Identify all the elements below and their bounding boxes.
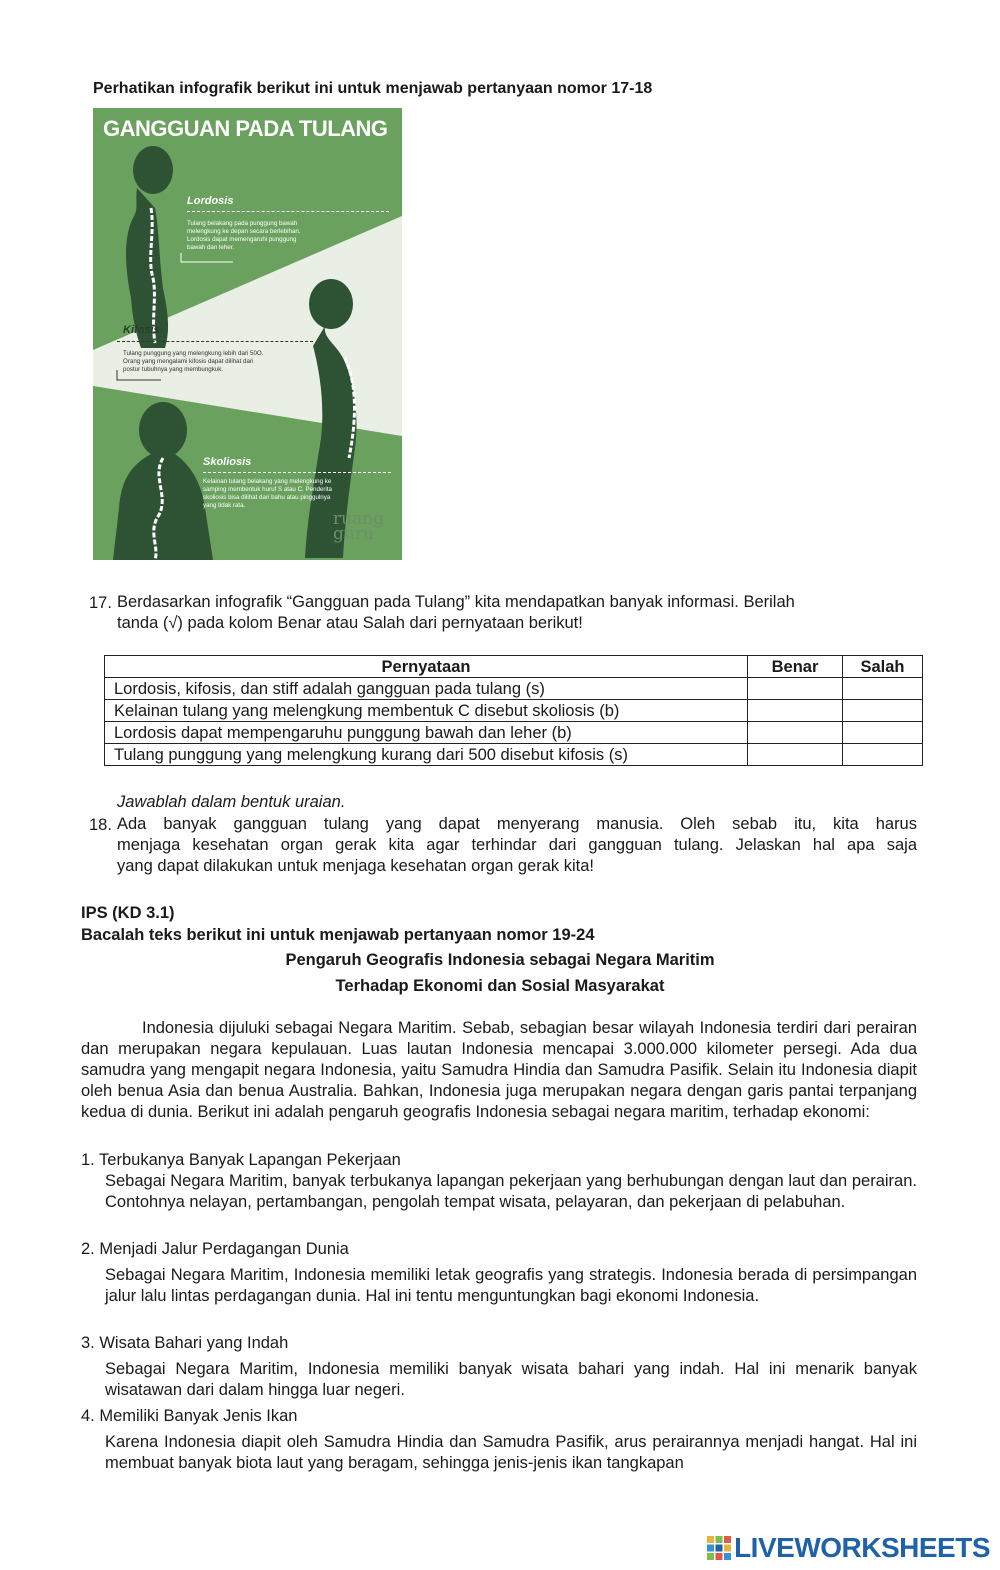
table-row [105,700,923,722]
table-row [105,678,923,700]
header-false: Salah [843,656,923,678]
kifosis-heading: Kifosis [123,324,160,336]
statement-cell: Tulang punggung yang melengkung kurang dari 500 disebut kifosis (s) [105,744,748,766]
skoliosis-heading: Skoliosis [203,456,252,468]
bone-disorder-infographic [93,108,402,560]
item-3-heading: 3. Wisata Bahari yang Indah [81,1334,289,1352]
table-row [105,722,923,744]
lordosis-text: Tulang belakang pada punggung bawah melengkung ke depan secara berlebihan. Lordosis dapat memengaruhi punggung bawah dan leher. [187,220,301,251]
table-header-row [105,656,923,678]
item-4-heading: 4. Memiliki Banyak Jenis Ikan [81,1407,298,1425]
item-4-body: Karena Indonesia diapit oleh Samudra Hindia dan Samudra Pasifik, arus perairannya menjadi hangat. Hal ini membuat banyak biota laut yang beragam, sehingga jenis-jenis ikan tangkapan [105,1433,917,1472]
false-answer-cell[interactable] [843,722,923,744]
false-answer-cell[interactable] [843,744,923,766]
skoliosis-divider [203,472,391,473]
liveworksheets-footer[interactable] [707,1532,990,1564]
statement-cell: Lordosis, kifosis, dan stiff adalah gangguan pada tulang (s) [105,678,748,700]
false-answer-cell[interactable] [843,678,923,700]
essay-instruction: Jawablah dalam bentuk uraian. [117,793,346,811]
article-intro: Indonesia dijuluki sebagai Negara Maritim. Sebab, sebagian besar wilayah Indonesia terdiri dari perairan dan merupakan negara kepulauan. Luas lautan Indonesia mencapai 3.000.000 kilometer persegi. Ada dua samudra yang mengapit negara Indonesia, yaitu Samudra Hindia dan Samudra Pasifik. Selain itu Indonesia diapit oleh benua Asia dan benua Australia. Bahkan, Indonesia juga merupakan negara dengan garis pantai terpanjang kedua di dunia. Berikut ini adalah pengaruh geografis Indonesia sebagai negara maritim, terhadap ekonomi: [81,1019,917,1121]
q18-number: 18. [89,816,112,834]
kifosis-text: Tulang punggung yang melengkung lebih dari 50O. Orang yang mengalami kifosis dapat dilihat dari postur tubuhnya yang membungkuk. [123,350,264,373]
q18-text: Ada banyak gangguan tulang yang dapat menyerang manusia. Oleh sebab itu, kita harus menjaga kesehatan organ gerak kita agar terhindar dari gangguan tulang. Jelaskan hal apa saja yang dapat dilakukan untuk menjaga kesehatan organ gerak kita! [117,815,917,875]
q17-text: Berdasarkan infografik “Gangguan pada Tulang” kita mendapatkan banyak informasi. Berilah tanda (√) pada kolom Benar atau Salah dari pernyataan berikut! [117,593,795,632]
true-answer-cell[interactable] [748,722,843,744]
instruction-17-18: Perhatikan infografik berikut ini untuk menjawab pertanyaan nomor 17-18 [93,80,653,97]
header-true: Benar [748,656,843,678]
instruction-19-24: Bacalah teks berikut ini untuk menjawab pertanyaan nomor 19-24 [81,926,595,944]
header-statement: Pernyataan [105,656,748,678]
liveworksheets-brand: LIVEWORKSHEETS [734,1532,990,1563]
table-row [105,744,923,766]
lordosis-divider [187,211,389,212]
ips-heading: IPS (KD 3.1) [81,904,175,922]
false-answer-cell[interactable] [843,700,923,722]
infographic-title: GANGGUAN PADA TULANG [103,116,388,141]
true-answer-cell[interactable] [748,678,843,700]
liveworksheets-logo-icon [707,1536,731,1560]
item-1-heading: 1. Terbukanya Banyak Lapangan Pekerjaan [81,1151,401,1169]
item-1-body: Sebagai Negara Maritim, banyak terbukanya lapangan pekerjaan yang berhubungan dengan laut dan perairan. Contohnya nelayan, pertambangan, pengolah tempat wisata, pelayaran, dan pekerjaan di pelabuhan. [105,1172,917,1211]
lordosis-heading: Lordosis [187,195,234,207]
q17-number: 17. [89,594,112,612]
item-2-body: Sebagai Negara Maritim, Indonesia memiliki letak geografis yang strategis. Indonesia berada di persimpangan jalur lalu lintas perdagangan dunia. Hal ini tentu menguntungkan bagi ekonomi Indonesia. [105,1266,917,1305]
article-title-line2: Terhadap Ekonomi dan Sosial Masyarakat [335,977,665,995]
article-title-line1: Pengaruh Geografis Indonesia sebagai Negara Maritim [285,951,715,969]
statement-cell: Lordosis dapat mempengaruhu punggung bawah dan leher (b) [105,722,748,744]
kifosis-divider [117,341,313,342]
item-3-body: Sebagai Negara Maritim, Indonesia memiliki banyak wisata bahari yang indah. Hal ini menarik banyak wisatawan dari dalam hingga luar negeri. [105,1360,917,1399]
true-false-table [104,655,923,766]
skoliosis-text: Kelainan tulang belakang yang melengkung ke samping membentuk huruf S atau C. Penderita skoliosis bisa dilihat dari bahu atau pinggulnya yang tidak rata. [203,478,332,509]
true-answer-cell[interactable] [748,700,843,722]
ruangguru-logo: ruang guru [333,509,385,544]
item-2-heading: 2. Menjadi Jalur Perdagangan Dunia [81,1240,349,1258]
statement-cell: Kelainan tulang yang melengkung membentuk C disebut skoliosis (b) [105,700,748,722]
true-answer-cell[interactable] [748,744,843,766]
